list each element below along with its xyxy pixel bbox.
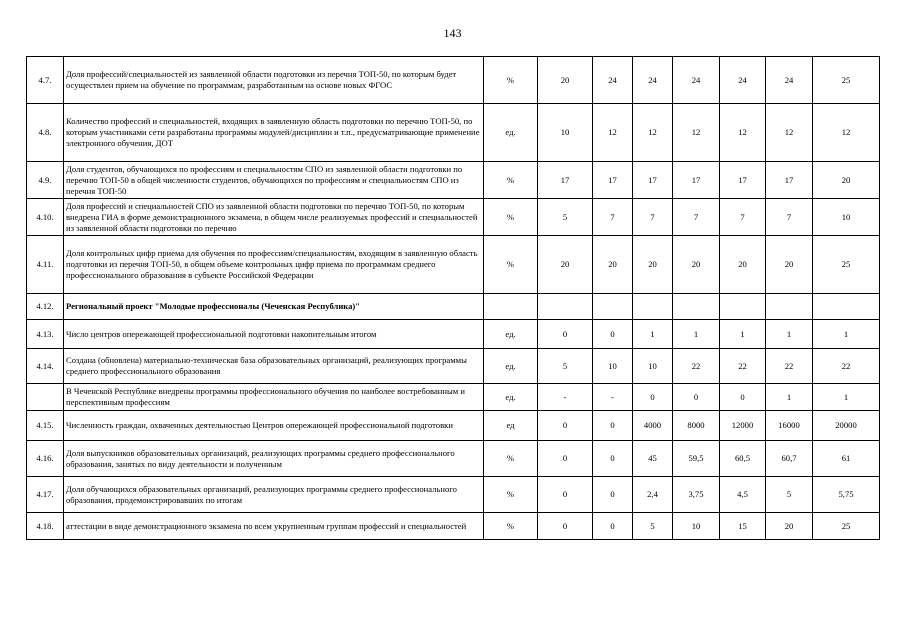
value-cell: 20 (720, 236, 766, 294)
value-cell: 17 (593, 162, 633, 199)
value-cell: 0 (538, 320, 593, 349)
row-number: 4.15. (27, 411, 64, 441)
value-cell: 0 (673, 384, 720, 411)
row-number: 4.18. (27, 513, 64, 540)
row-number: 4.10. (27, 199, 64, 236)
value-cell: 7 (593, 199, 633, 236)
indicator-description: Доля профессий и специальностей СПО из заявленной области подготовки по перечню ТОП-50, по которым внедрена ГИА в форме демонстрационного экзамена, в общем числе реализуемых профессий и специальностей из заявленной области подготовки по перечню (64, 199, 484, 236)
value-cell: 0 (633, 384, 673, 411)
value-cell: 20000 (813, 411, 880, 441)
value-cell: 0 (538, 411, 593, 441)
value-cell: 17 (720, 162, 766, 199)
value-cell: 61 (813, 441, 880, 477)
value-cell: 0 (593, 441, 633, 477)
unit-cell: ед (484, 411, 538, 441)
value-cell: 1 (766, 320, 813, 349)
row-number: 4.13. (27, 320, 64, 349)
value-cell: 45 (633, 441, 673, 477)
table-row (27, 411, 880, 441)
value-cell: 24 (593, 57, 633, 104)
value-cell: 16000 (766, 411, 813, 441)
value-cell: 0 (593, 411, 633, 441)
value-cell: 7 (720, 199, 766, 236)
value-cell: 0 (538, 441, 593, 477)
value-cell (813, 294, 880, 320)
value-cell (673, 294, 720, 320)
value-cell: 1 (813, 320, 880, 349)
row-number: 4.12. (27, 294, 64, 320)
value-cell: 22 (766, 349, 813, 384)
value-cell: 1 (633, 320, 673, 349)
value-cell: 1 (813, 384, 880, 411)
unit-cell: ед. (484, 320, 538, 349)
value-cell: 22 (673, 349, 720, 384)
indicator-description: Число центров опережающей профессиональной подготовки накопительным итогом (64, 320, 484, 349)
value-cell: 20 (538, 236, 593, 294)
value-cell: 10 (813, 199, 880, 236)
value-cell: 25 (813, 236, 880, 294)
value-cell: 15 (720, 513, 766, 540)
unit-cell: % (484, 162, 538, 199)
value-cell: - (538, 384, 593, 411)
table-row (27, 320, 880, 349)
value-cell: 60,5 (720, 441, 766, 477)
unit-cell: ед. (484, 104, 538, 162)
value-cell: 20 (766, 236, 813, 294)
value-cell: 5 (538, 349, 593, 384)
value-cell: 24 (633, 57, 673, 104)
value-cell: 12 (766, 104, 813, 162)
indicator-description: В Чеченской Республике внедрены программы профессионального обучения по наиболее востребованным и перспективным профессиям (64, 384, 484, 411)
value-cell: 20 (766, 513, 813, 540)
unit-cell: % (484, 57, 538, 104)
value-cell: 12 (813, 104, 880, 162)
value-cell: 25 (813, 513, 880, 540)
value-cell: 5 (538, 199, 593, 236)
table-row (27, 513, 880, 540)
value-cell: 20 (673, 236, 720, 294)
value-cell: 24 (720, 57, 766, 104)
table-row (27, 349, 880, 384)
indicator-description: аттестации в виде демонстрационного экзамена по всем укрупненным группам профессий и специальностей (64, 513, 484, 540)
value-cell: 20 (813, 162, 880, 199)
table-row (27, 294, 880, 320)
value-cell: 22 (813, 349, 880, 384)
page-number: 143 (443, 26, 462, 40)
value-cell (720, 294, 766, 320)
value-cell: 17 (538, 162, 593, 199)
value-cell: 60,7 (766, 441, 813, 477)
row-number (27, 384, 64, 411)
value-cell: 20 (593, 236, 633, 294)
value-cell: 8000 (673, 411, 720, 441)
unit-cell: ед. (484, 349, 538, 384)
unit-cell: % (484, 441, 538, 477)
table-row (27, 441, 880, 477)
indicators-table (26, 56, 880, 540)
value-cell: 0 (538, 477, 593, 513)
value-cell: 12 (720, 104, 766, 162)
value-cell: 7 (766, 199, 813, 236)
value-cell: 3,75 (673, 477, 720, 513)
row-number: 4.7. (27, 57, 64, 104)
value-cell: 10 (673, 513, 720, 540)
table-row (27, 477, 880, 513)
value-cell: 12000 (720, 411, 766, 441)
unit-cell: % (484, 477, 538, 513)
row-number: 4.8. (27, 104, 64, 162)
value-cell: 0 (538, 513, 593, 540)
value-cell (766, 294, 813, 320)
value-cell: 0 (593, 477, 633, 513)
value-cell: 10 (593, 349, 633, 384)
value-cell: 5,75 (813, 477, 880, 513)
indicator-description: Доля обучающихся образовательных организаций, реализующих программы среднего профессионального образования, продемонстрировавших по итогам (64, 477, 484, 513)
value-cell: 1 (766, 384, 813, 411)
value-cell: 0 (593, 320, 633, 349)
unit-cell: % (484, 236, 538, 294)
indicator-description: Доля выпускников образовательных организаций, реализующих программы среднего профессионального образования, занятых по виду деятельности и полученным (64, 441, 484, 477)
value-cell: 22 (720, 349, 766, 384)
indicator-description: Доля профессий/специальностей из заявленной области подготовки из перечня ТОП-50, по которым будет осуществлен прием на обучение по программам, разработанным на основе новых ФГОС (64, 57, 484, 104)
value-cell: 25 (813, 57, 880, 104)
indicator-description: Региональный проект "Молодые профессионалы (Чеченская Республика)" (64, 294, 484, 320)
value-cell: 24 (766, 57, 813, 104)
value-cell: 0 (593, 513, 633, 540)
value-cell: 5 (633, 513, 673, 540)
value-cell: 7 (633, 199, 673, 236)
table-row (27, 236, 880, 294)
value-cell (538, 294, 593, 320)
value-cell: 4000 (633, 411, 673, 441)
value-cell: 59,5 (673, 441, 720, 477)
value-cell (633, 294, 673, 320)
row-number: 4.14. (27, 349, 64, 384)
table-row (27, 57, 880, 104)
table-row (27, 384, 880, 411)
row-number: 4.11. (27, 236, 64, 294)
value-cell: 5 (766, 477, 813, 513)
value-cell: 10 (633, 349, 673, 384)
table-row (27, 199, 880, 236)
indicator-description: Доля контрольных цифр приема для обучения по профессиям/специальностям, входящим в заявленную область подготовки из перечня ТОП-50, в общем объеме контрольных цифр приема по программам среднего профессионального образования в субъекте Российской Федерации (64, 236, 484, 294)
value-cell: 7 (673, 199, 720, 236)
value-cell: 12 (593, 104, 633, 162)
value-cell (593, 294, 633, 320)
row-number: 4.9. (27, 162, 64, 199)
value-cell: 12 (673, 104, 720, 162)
value-cell: - (593, 384, 633, 411)
unit-cell: % (484, 199, 538, 236)
indicator-description: Количество профессий и специальностей, входящих в заявленную область подготовки по перечню ТОП-50, по которым участниками сети разработаны программы модулей/дисциплин и т.п., предусматривающие применение электронного обучения, ДОТ (64, 104, 484, 162)
unit-cell: % (484, 513, 538, 540)
value-cell: 0 (720, 384, 766, 411)
row-number: 4.16. (27, 441, 64, 477)
indicator-description: Численность граждан, охваченных деятельностью Центров опережающей профессиональной подготовки (64, 411, 484, 441)
value-cell: 2,4 (633, 477, 673, 513)
value-cell: 17 (633, 162, 673, 199)
unit-cell (484, 294, 538, 320)
value-cell: 4,5 (720, 477, 766, 513)
table-row (27, 104, 880, 162)
indicator-description: Доля студентов, обучающихся по профессиям и специальностям СПО из заявленной области подготовки по перечню ТОП-50 в общей численности студентов, обучающихся по профессиям и специальностям СПО из перечня ТОП-50 (64, 162, 484, 199)
value-cell: 10 (538, 104, 593, 162)
row-number: 4.17. (27, 477, 64, 513)
value-cell: 12 (633, 104, 673, 162)
value-cell: 20 (633, 236, 673, 294)
value-cell: 1 (720, 320, 766, 349)
value-cell: 20 (538, 57, 593, 104)
value-cell: 24 (673, 57, 720, 104)
unit-cell: ед. (484, 384, 538, 411)
value-cell: 1 (673, 320, 720, 349)
value-cell: 17 (766, 162, 813, 199)
value-cell: 17 (673, 162, 720, 199)
indicator-description: Создана (обновлена) материально-техническая база образовательных организаций, реализующих программы среднего профессионального образования (64, 349, 484, 384)
table-row (27, 162, 880, 199)
